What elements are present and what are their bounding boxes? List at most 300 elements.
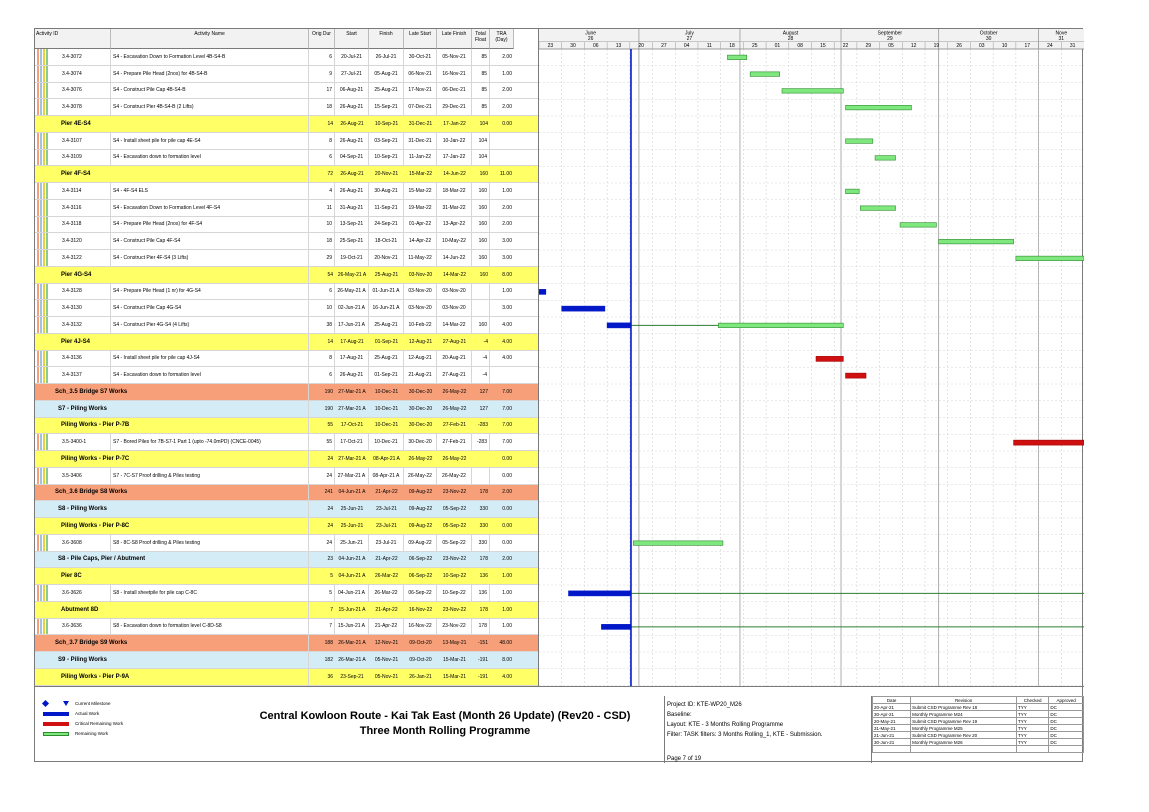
wbs-group-row[interactable] (35, 451, 539, 468)
activity-id: 3.4-3118 (35, 217, 111, 233)
week-label: 25 (751, 43, 758, 49)
revision-cell: 20-May-21 (873, 718, 911, 725)
start-date: 26-Mar-21 A (338, 640, 366, 647)
legend-remaining (43, 731, 108, 736)
activity-name: S4 - Excavation Down to Formation Level 4B-S4-B (111, 49, 309, 65)
late-start: 16-Nov-22 (404, 619, 437, 635)
total-float: 104 (472, 133, 490, 149)
finish-date: 01-Sep-21 (369, 367, 404, 383)
activity-row[interactable] (35, 66, 539, 83)
orig-dur: 5 (330, 573, 333, 580)
start-date: 26-Aug-21 (340, 120, 364, 127)
late-finish: 14-Mar-22 (442, 271, 467, 278)
column-header[interactable]: Finish (369, 29, 404, 49)
orig-dur: 4 (309, 183, 335, 199)
wbs-group-row[interactable] (35, 334, 539, 351)
total-float (472, 284, 490, 300)
activity-bar-green (860, 206, 895, 211)
activity-row[interactable] (35, 585, 539, 602)
actual-swatch (43, 712, 69, 716)
activity-id: 3.4-3128 (35, 284, 111, 300)
week-label: 29 (865, 43, 872, 49)
column-header[interactable]: Activity Name (111, 29, 309, 49)
finish-date: 24-Sep-21 (369, 217, 404, 233)
total-float: 160 (479, 271, 488, 278)
late-start: 03-Nov-20 (408, 271, 433, 278)
activity-row[interactable] (35, 300, 539, 317)
activity-row[interactable] (35, 49, 539, 66)
critical-swatch (43, 722, 69, 726)
column-header[interactable]: Late Start (404, 29, 437, 49)
activity-id: 3.4-3107 (35, 133, 111, 149)
activity-row[interactable] (35, 183, 539, 200)
tra-days: 11.00 (499, 171, 512, 178)
activity-row[interactable] (35, 367, 539, 384)
tra-days: 8.00 (502, 656, 512, 663)
activity-name (111, 518, 309, 534)
revision-cell: DC (1049, 732, 1084, 739)
orig-dur: 24 (327, 522, 333, 529)
activity-row[interactable] (35, 619, 539, 636)
activity-name (111, 116, 309, 132)
activity-name: S8 - Install sheetpile for pile cap C-8C (111, 585, 309, 601)
start-date: 04-Jun-21 A (338, 489, 366, 496)
finish-date: 11-Sep-21 (369, 200, 404, 216)
start-date: 02-Jun-21 A (335, 300, 369, 316)
late-start: 06-Sep-22 (408, 573, 433, 580)
orig-dur: 6 (309, 367, 335, 383)
activity-name: S4 - Excavation down to formation level (111, 150, 309, 166)
late-start: 30-Dec-20 (408, 388, 433, 395)
revision-cell: Monthly Programme M24 (911, 711, 1017, 718)
activity-bar-blue (562, 306, 605, 311)
activity-bar-green (846, 139, 873, 144)
wbs-group-row[interactable] (35, 418, 539, 435)
column-header[interactable]: Total Float (472, 29, 490, 49)
start-date: 26-Aug-21 (335, 367, 369, 383)
late-finish: 23-Nov-22 (442, 556, 467, 563)
orig-dur: 38 (309, 317, 335, 333)
revision-header (873, 697, 1084, 704)
late-start: 12-Aug-21 (408, 338, 433, 345)
finish-date: 12-Nov-21 (374, 640, 399, 647)
column-header[interactable]: Late Finish (437, 29, 472, 49)
activity-id: 3.4-3116 (35, 200, 111, 216)
late-finish: 26-May-22 (442, 455, 467, 462)
orig-dur: 54 (327, 271, 333, 278)
late-finish: 23-Nov-22 (442, 606, 467, 613)
column-header[interactable]: Start (335, 29, 369, 49)
revision-cell: 21-Jun-21 (873, 732, 911, 739)
wbs-group-row[interactable] (35, 602, 539, 619)
activity-bar-green (727, 55, 746, 60)
month-number: 28 (787, 36, 794, 42)
activity-id: 3.4-3137 (35, 367, 111, 383)
late-start: 07-Dec-21 (404, 99, 437, 115)
activity-id: 3.6-3626 (35, 585, 111, 601)
wbs-group-row[interactable] (35, 384, 539, 401)
activity-row[interactable] (35, 250, 539, 267)
activity-row[interactable] (35, 317, 539, 334)
wbs-group-row[interactable] (35, 568, 539, 585)
tra-days: 2.00 (502, 104, 512, 111)
activity-name: S4 - 4F-S4 ELS (111, 183, 309, 199)
late-finish: 05-Sep-22 (442, 506, 467, 513)
start-date: 25-Jun-21 (340, 506, 364, 513)
tra-days: 1.00 (502, 70, 512, 77)
total-float (472, 468, 490, 484)
orig-dur: 10 (309, 217, 335, 233)
start-date: 25-Sep-21 (335, 233, 369, 249)
late-start: 03-Nov-20 (404, 284, 437, 300)
activity-bar-green (846, 189, 860, 194)
late-start: 30-Oct-21 (404, 49, 437, 65)
finish-date: 21-Apr-22 (369, 619, 404, 635)
orig-dur: 18 (309, 99, 335, 115)
late-start: 31-Dec-21 (408, 120, 433, 127)
activity-row[interactable] (35, 535, 539, 552)
revision-cell: Submit CSD Programme Rev 18 (911, 704, 1017, 711)
wbs-group-row[interactable] (35, 485, 539, 502)
tra-days: 0.00 (502, 472, 512, 479)
week-label: 03 (979, 43, 985, 49)
activity-bar-red (816, 356, 843, 361)
activity-id: Sch_3.7 Bridge S9 Works (35, 635, 309, 651)
late-finish: 26-May-22 (442, 405, 467, 412)
week-label: 30 (570, 43, 576, 49)
legend-label: Current Milestone (75, 701, 111, 706)
late-start: 30-Dec-20 (404, 434, 437, 450)
activity-bar-green (718, 323, 843, 328)
week-label: 31 (1069, 43, 1076, 49)
start-date: 04-Jun-21 A (338, 573, 366, 580)
late-start: 30-Dec-20 (408, 405, 433, 412)
activity-name: S4 - Install sheet pile for pile cap 4J-S4 (111, 351, 309, 367)
orig-dur: 24 (327, 455, 333, 462)
revision-cell (911, 746, 1017, 753)
wbs-group-row[interactable] (35, 116, 539, 133)
activity-name (111, 334, 309, 350)
revision-cell (1017, 746, 1049, 753)
revision-cell: DC (1049, 711, 1084, 718)
orig-dur: 6 (309, 49, 335, 65)
tra-days: 8.00 (502, 271, 512, 278)
revision-cell: DC (1049, 704, 1084, 711)
late-finish: 14-Jun-22 (437, 250, 472, 266)
total-float: 104 (479, 120, 488, 127)
late-start: 30-Dec-20 (408, 422, 433, 429)
total-float: 85 (472, 99, 490, 115)
total-float: 178 (472, 619, 490, 635)
activity-id: 3.4-3078 (35, 99, 111, 115)
title-line-2: Three Month Rolling Programme (359, 725, 531, 737)
orig-dur: 241 (324, 489, 333, 496)
start-date: 17-Oct-21 (340, 422, 364, 429)
tra-days: 7.00 (502, 388, 512, 395)
activity-name: S4 - Construct Pier 4G-S4 (4 Lifts) (111, 317, 309, 333)
late-start: 15-Mar-22 (408, 171, 433, 178)
week-label: 10 (1001, 43, 1008, 49)
activity-row[interactable] (35, 233, 539, 250)
finish-date: 03-Sep-21 (369, 133, 404, 149)
activity-name: S4 - Prepare Pile Head (2nos) for 4F-S4 (111, 217, 309, 233)
activity-row[interactable] (35, 217, 539, 234)
revision-cell: Submit CSD Programme Rev 19 (911, 718, 1017, 725)
activity-bar-green (846, 105, 912, 110)
week-label: 11 (706, 43, 712, 49)
start-date: 19-Oct-21 (335, 250, 369, 266)
activity-name: S4 - Prepare Pile Head (1 nr) for 4G-S4 (111, 284, 309, 300)
week-label: 04 (683, 43, 690, 49)
activity-bar-blue (569, 591, 631, 596)
finish-date: 21-Apr-22 (375, 606, 398, 613)
wbs-group-row[interactable] (35, 518, 539, 535)
week-label: 18 (729, 43, 735, 49)
orig-dur: 188 (324, 640, 333, 647)
month-label: September (877, 30, 903, 37)
activity-id: Pier 4G-S4 (35, 267, 309, 283)
title-line-1: Central Kowloon Route - Kai Tak East (Month 26 Update) (Rev20 - CSD) (259, 710, 631, 722)
wbs-group-row[interactable] (35, 267, 539, 284)
total-float (472, 451, 490, 467)
activity-row[interactable] (35, 351, 539, 368)
tra-days: 2.00 (502, 87, 512, 94)
wbs-group-row[interactable] (35, 166, 539, 183)
tra-days: 1.00 (502, 589, 512, 596)
wbs-group-row[interactable] (35, 635, 539, 652)
tra-days: 0.00 (502, 539, 512, 546)
activity-id: Piling Works - Pier P-7C (35, 451, 309, 467)
legend-label: Remaining Work (75, 731, 109, 736)
finish-date: 08-Apr-21 A (373, 455, 400, 462)
late-start: 26-May-22 (404, 468, 437, 484)
revision-cell: 30-Apr-21 (873, 711, 911, 718)
late-start: 12-Aug-21 (404, 351, 437, 367)
late-finish: 27-Aug-21 (437, 367, 472, 383)
finish-date: 30-Aug-21 (369, 183, 404, 199)
finish-date: 15-Sep-21 (369, 99, 404, 115)
activity-id: Pier 4F-S4 (35, 166, 309, 182)
tra-days: 4.00 (502, 338, 512, 345)
revision-row (873, 718, 1084, 725)
activity-row[interactable] (35, 133, 539, 150)
activity-name: S4 - Excavation Down to Formation Level 4F-S4 (111, 200, 309, 216)
month-number: 29 (887, 36, 893, 42)
total-float: -283 (477, 422, 488, 429)
legend-critical (43, 721, 123, 726)
start-date: 27-Mar-21 A (338, 455, 366, 462)
late-finish: 10-Jan-22 (437, 133, 472, 149)
late-start: 10-Feb-22 (404, 317, 437, 333)
late-finish: 03-Nov-20 (437, 300, 472, 316)
late-start: 26-Jan-21 (409, 673, 432, 680)
legend-label: Critical Remaining Work (75, 721, 124, 726)
late-finish: 05-Sep-22 (437, 535, 472, 551)
late-finish: 10-Sep-22 (437, 585, 472, 601)
activity-id: 3.4-3130 (35, 300, 111, 316)
late-finish: 18-Mar-22 (437, 183, 472, 199)
activity-id: 3.6-3608 (35, 535, 111, 551)
late-finish: 31-Mar-22 (437, 200, 472, 216)
week-label: 13 (615, 43, 622, 49)
late-finish: 27-Feb-21 (442, 422, 467, 429)
start-date: 15-Jun-21 A (335, 619, 369, 635)
activity-name: S4 - Excavation down to formation level (111, 367, 309, 383)
late-start: 11-May-22 (404, 250, 437, 266)
orig-dur: 23 (327, 556, 333, 563)
total-float: 178 (479, 489, 488, 496)
revision-row (873, 711, 1084, 718)
total-float: 127 (479, 405, 488, 412)
activity-table (35, 29, 539, 686)
revision-cell: TYY (1017, 718, 1049, 725)
total-float: 160 (472, 250, 490, 266)
orig-dur: 24 (309, 468, 335, 484)
activity-row[interactable] (35, 99, 539, 116)
month-label: June (585, 30, 597, 37)
total-float: 160 (472, 183, 490, 199)
legend-milestone (43, 701, 111, 706)
late-finish: 05-Nov-21 (437, 49, 472, 65)
orig-dur: 55 (327, 422, 333, 429)
tra-days: 7.00 (502, 405, 512, 412)
activity-row[interactable] (35, 468, 539, 485)
activity-row[interactable] (35, 150, 539, 167)
activity-id: S7 - Piling Works (35, 401, 309, 417)
orig-dur: 8 (309, 133, 335, 149)
late-finish: 15-Mar-21 (442, 656, 467, 663)
wbs-group-row[interactable] (35, 652, 539, 669)
late-finish: 14-Mar-22 (437, 317, 472, 333)
activity-row[interactable] (35, 284, 539, 301)
activity-id: Sch_3.6 Bridge S8 Works (35, 485, 309, 501)
revision-cell: DC (1049, 739, 1084, 746)
start-date: 26-Aug-21 (335, 133, 369, 149)
tra-days: 7.00 (502, 422, 512, 429)
orig-dur: 18 (309, 233, 335, 249)
activity-id: 3.4-3136 (35, 351, 111, 367)
activity-id: Sch_3.5 Bridge S7 Works (35, 384, 309, 400)
column-header[interactable]: TRA (Day) (490, 29, 514, 49)
revision-cell: TYY (1017, 711, 1049, 718)
tra-days: 0.00 (502, 506, 512, 513)
wbs-group-row[interactable] (35, 401, 539, 418)
month-label: October (979, 30, 998, 37)
week-label: 26 (956, 43, 962, 49)
finish-date: 20-Nov-21 (374, 171, 399, 178)
activity-name (111, 418, 309, 434)
total-float: 330 (472, 535, 490, 551)
finish-date: 10-Dec-21 (369, 434, 404, 450)
orig-dur: 17 (309, 83, 335, 99)
activity-name (111, 501, 309, 517)
month-label: August (782, 30, 799, 37)
finish-date: 10-Sep-21 (374, 120, 399, 127)
tra-days: 0.00 (502, 120, 512, 127)
tra-days: 7.00 (502, 439, 512, 446)
gantt-svg (539, 29, 1084, 686)
wbs-group-row[interactable] (35, 501, 539, 518)
total-float: 160 (472, 233, 490, 249)
total-float: -4 (472, 367, 490, 383)
tra-days (490, 133, 514, 149)
week-label: 05 (888, 43, 894, 49)
tra-days (490, 150, 514, 166)
activity-id: 3.4-3120 (35, 233, 111, 249)
orig-dur: 7 (330, 606, 333, 613)
legend (35, 696, 185, 763)
column-header[interactable]: Orig Dur (309, 29, 335, 49)
tra-days: 0.00 (502, 522, 512, 529)
late-start: 09-Oct-20 (409, 640, 432, 647)
activity-name (111, 652, 309, 668)
week-label: 24 (1047, 43, 1053, 49)
finish-date: 20-Nov-21 (369, 250, 404, 266)
activity-id: Pier 8C (35, 568, 309, 584)
activity-name (111, 384, 309, 400)
activity-row[interactable] (35, 83, 539, 100)
total-float: 104 (472, 150, 490, 166)
activity-name: S4 - Construct Pile Cap 4B-S4-B (111, 83, 309, 99)
activity-id: S8 - Pile Caps, Pier / Abutment (35, 552, 309, 568)
total-float: -151 (477, 640, 488, 647)
milestone-icon (43, 701, 69, 706)
start-date: 17-Oct-21 (335, 434, 369, 450)
late-finish: 13-May-21 (442, 640, 467, 647)
late-start: 01-Apr-22 (404, 217, 437, 233)
revision-column-header: Date (873, 697, 911, 704)
page-number: Page 7 of 19 (667, 756, 702, 762)
activity-name: S8 - 8C-S8 Proof drilling & Piles testing (111, 535, 309, 551)
finish-date: 25-Aug-21 (374, 271, 399, 278)
finish-date: 05-Nov-21 (374, 673, 399, 680)
late-finish: 26-May-22 (437, 468, 472, 484)
activity-name (111, 552, 309, 568)
activity-id: 3.4-3132 (35, 317, 111, 333)
start-date: 26-Aug-21 (340, 171, 364, 178)
activity-id: 3.4-3074 (35, 66, 111, 82)
late-start: 03-Nov-20 (404, 300, 437, 316)
activity-bar-red (846, 373, 866, 378)
activity-row[interactable] (35, 200, 539, 217)
orig-dur: 11 (309, 200, 335, 216)
wbs-group-row[interactable] (35, 669, 539, 686)
revision-row-empty (873, 746, 1084, 753)
tra-days: 3.00 (502, 254, 512, 261)
late-start: 09-Oct-20 (409, 656, 432, 663)
start-date: 23-Sep-21 (340, 673, 364, 680)
late-finish: 16-Nov-21 (437, 66, 472, 82)
total-float: 136 (472, 585, 490, 601)
start-date: 20-Jul-21 (335, 49, 369, 65)
report-title (235, 709, 655, 739)
activity-bar-green (875, 156, 895, 161)
late-start: 15-Mar-22 (404, 183, 437, 199)
start-date: 15-Jun-21 A (338, 606, 366, 613)
tra-days: 2.00 (502, 53, 512, 60)
start-date: 26-May-21 A (337, 271, 367, 278)
activity-id: Abutment 8D (35, 602, 309, 618)
finish-date: 21-Apr-22 (375, 489, 398, 496)
activity-name (111, 602, 309, 618)
total-float: 160 (472, 317, 490, 333)
activity-row[interactable] (35, 434, 539, 451)
activity-id: 3.4-3109 (35, 150, 111, 166)
total-float: 330 (479, 522, 488, 529)
column-header[interactable]: Activity ID (35, 29, 111, 49)
wbs-group-row[interactable] (35, 552, 539, 569)
activity-id: 3.4-3072 (35, 49, 111, 65)
